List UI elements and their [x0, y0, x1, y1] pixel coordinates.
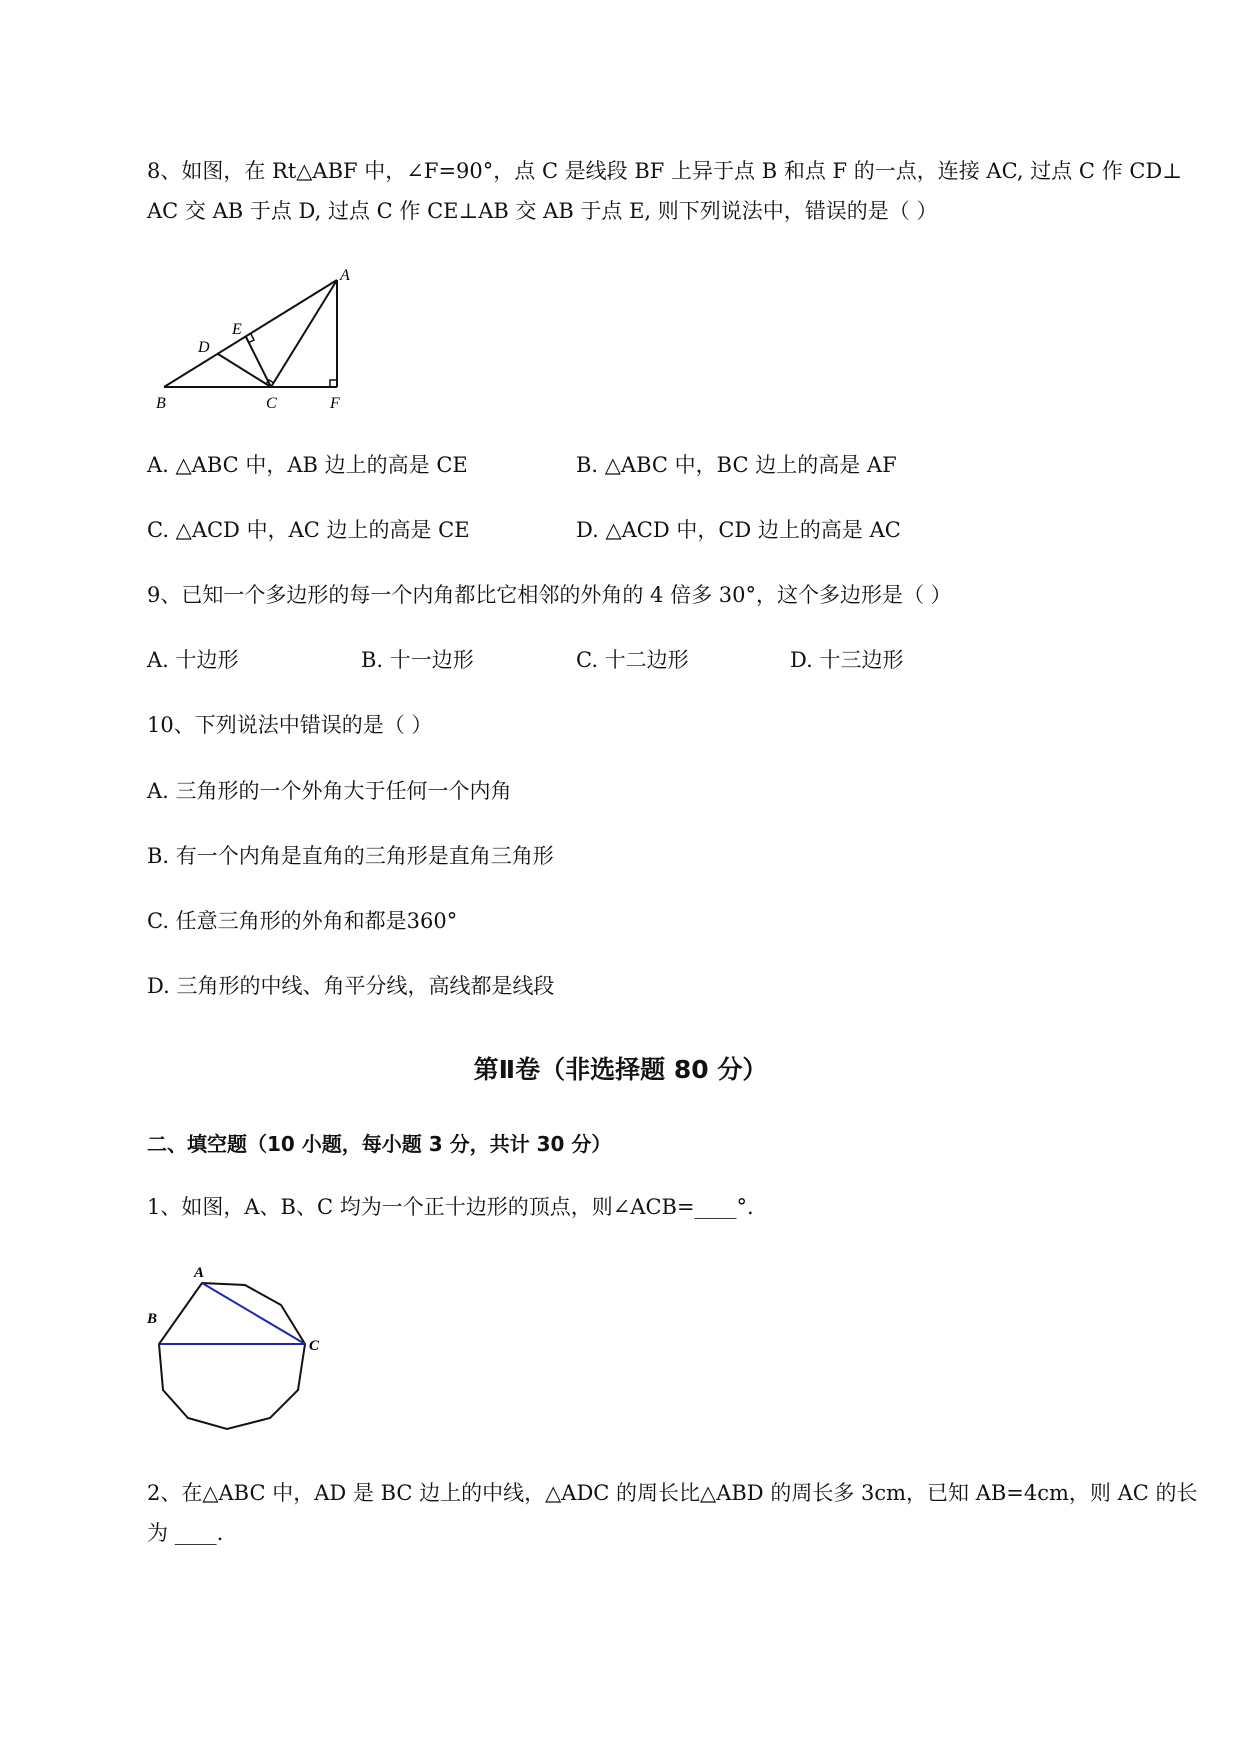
- q9-option-b[interactable]: B. 十一边形: [361, 648, 474, 672]
- q8-figure: [150, 268, 360, 418]
- q8-label-C: C: [266, 395, 277, 412]
- q9-option-a[interactable]: A. 十边形: [147, 648, 239, 672]
- q8-line-AB: [164, 280, 337, 387]
- q8-right-angle-F: [330, 380, 337, 387]
- f2-stem-line1: 2、在△ABC 中，AD 是 BC 边上的中线，△ADC 的周长比△ABD 的周长多 3cm，已知 AB=4cm，则 AC 的长: [147, 1481, 1198, 1505]
- q8-label-A: A: [340, 268, 350, 284]
- f1-line-AC: [202, 1283, 305, 1344]
- q8-label-B: B: [156, 395, 166, 412]
- q8-label-D: D: [198, 339, 210, 356]
- q10-option-d[interactable]: D. 三角形的中线、角平分线，高线都是线段: [147, 974, 555, 998]
- f1-stem: 1、如图，A、B、C 均为一个正十边形的顶点，则∠ACB=____°.: [147, 1195, 754, 1219]
- q9-option-c[interactable]: C. 十二边形: [576, 648, 689, 672]
- q8-stem-line2: AC 交 AB 于点 D, 过点 C 作 CE⊥AB 交 AB 于点 E, 则下列说法中，错误的是（ ）: [147, 199, 938, 223]
- q10-option-c[interactable]: C. 任意三角形的外角和都是360°: [147, 909, 458, 933]
- part2-title: 第Ⅱ卷（非选择题 80 分）: [473, 1055, 768, 1084]
- q9-option-d[interactable]: D. 十三边形: [790, 648, 904, 672]
- q8-label-E: E: [232, 321, 242, 338]
- q10-option-b[interactable]: B. 有一个内角是直角的三角形是直角三角形: [147, 844, 554, 868]
- q10-stem: 10、下列说法中错误的是（ ）: [147, 713, 433, 737]
- q8-option-c[interactable]: C. △ACD 中，AC 边上的高是 CE: [147, 518, 470, 542]
- q9-stem: 9、已知一个多边形的每一个内角都比它相邻的外角的 4 倍多 30°，这个多边形是（ ）: [147, 583, 952, 607]
- q10-option-a[interactable]: A. 三角形的一个外角大于任何一个内角: [147, 779, 512, 803]
- q8-label-F: F: [330, 395, 340, 412]
- f1-label-B: B: [147, 1311, 158, 1327]
- q8-option-a[interactable]: A. △ABC 中，AB 边上的高是 CE: [147, 453, 468, 477]
- q8-line-AC: [271, 280, 337, 387]
- q8-stem-line1: 8、如图，在 Rt△ABF 中，∠F=90°，点 C 是线段 BF 上异于点 B 和点 F 的一点，连接 AC, 过点 C 作 CD⊥: [147, 159, 1182, 183]
- f1-decagon: [159, 1283, 305, 1429]
- f1-label-A: A: [194, 1265, 205, 1281]
- q8-option-d[interactable]: D. △ACD 中，CD 边上的高是 AC: [576, 518, 901, 542]
- q8-option-b[interactable]: B. △ABC 中，BC 边上的高是 AF: [576, 453, 897, 477]
- f1-label-C: C: [309, 1338, 320, 1354]
- section-heading-fill-blank: 二、填空题（10 小题，每小题 3 分，共计 30 分）: [147, 1132, 612, 1156]
- f2-stem-line2: 为 ____.: [147, 1521, 224, 1545]
- f1-decagon-figure: [145, 1262, 335, 1437]
